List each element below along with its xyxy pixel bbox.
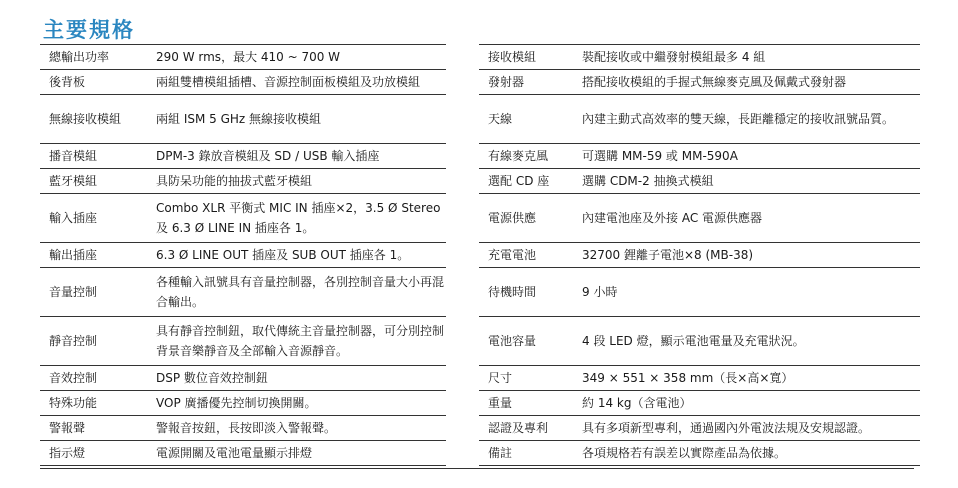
table-row bbox=[479, 268, 920, 317]
table-row bbox=[479, 441, 920, 466]
table-row bbox=[479, 169, 920, 194]
spec-label: 選配 CD 座 bbox=[479, 169, 582, 194]
spec-label: 認證及專利 bbox=[479, 416, 582, 441]
spec-label: 特殊功能 bbox=[40, 391, 156, 416]
table-row bbox=[479, 317, 920, 366]
spec-value: 4 段 LED 燈，顯示電池電量及充電狀況。 bbox=[582, 317, 920, 366]
spec-label: 重量 bbox=[479, 391, 582, 416]
spec-label: 播音模組 bbox=[40, 144, 156, 169]
spec-value: 各項規格若有誤差以實際產品為依據。 bbox=[582, 441, 920, 466]
spec-value: 32700 鋰離子電池×8 (MB-38) bbox=[582, 243, 920, 268]
spec-value: 電源開關及電池電量顯示排燈 bbox=[156, 441, 446, 466]
spec-value: 349 × 551 × 358 mm（長×高×寬） bbox=[582, 366, 920, 391]
spec-value: 裝配接收或中繼發射模組最多 4 組 bbox=[582, 45, 920, 70]
table-row bbox=[479, 243, 920, 268]
table-row bbox=[40, 169, 446, 194]
table-row bbox=[479, 45, 920, 70]
table-row bbox=[479, 70, 920, 95]
table-row bbox=[479, 95, 920, 144]
table-row bbox=[479, 366, 920, 391]
table-row bbox=[40, 45, 446, 70]
spec-table-right bbox=[479, 44, 920, 466]
bottom-divider bbox=[40, 468, 914, 469]
spec-value: 具有靜音控制鈕，取代傳統主音量控制器，可分別控制背景音樂靜音及全部輸入音源靜音。 bbox=[156, 317, 446, 366]
spec-label: 待機時間 bbox=[479, 268, 582, 317]
table-row bbox=[40, 441, 446, 466]
spec-value: DSP 數位音效控制鈕 bbox=[156, 366, 446, 391]
spec-value: 具防呆功能的抽拔式藍牙模組 bbox=[156, 169, 446, 194]
spec-label: 總輸出功率 bbox=[40, 45, 156, 70]
table-row bbox=[40, 95, 446, 144]
spec-label: 電源供應 bbox=[479, 194, 582, 243]
spec-value: 選購 CDM-2 抽換式模組 bbox=[582, 169, 920, 194]
spec-value: Combo XLR 平衡式 MIC IN 插座×2，3.5 Ø Stereo 及 6.3 Ø LINE IN 插座各 1。 bbox=[156, 194, 446, 243]
spec-label: 音效控制 bbox=[40, 366, 156, 391]
table-row bbox=[479, 144, 920, 169]
spec-value: 9 小時 bbox=[582, 268, 920, 317]
spec-value: 可選購 MM-59 或 MM-590A bbox=[582, 144, 920, 169]
spec-value: 290 W rms，最大 410 ~ 700 W bbox=[156, 45, 446, 70]
spec-label: 輸入插座 bbox=[40, 194, 156, 243]
spec-value: 搭配接收模組的手握式無線麥克風及佩戴式發射器 bbox=[582, 70, 920, 95]
spec-value: 6.3 Ø LINE OUT 插座及 SUB OUT 插座各 1。 bbox=[156, 243, 446, 268]
spec-label: 藍牙模組 bbox=[40, 169, 156, 194]
spec-label: 音量控制 bbox=[40, 268, 156, 317]
table-row bbox=[40, 391, 446, 416]
spec-table-left bbox=[40, 44, 446, 466]
table-row bbox=[40, 268, 446, 317]
spec-value: 內建電池座及外接 AC 電源供應器 bbox=[582, 194, 920, 243]
table-row bbox=[40, 194, 446, 243]
spec-label: 指示燈 bbox=[40, 441, 156, 466]
spec-label: 發射器 bbox=[479, 70, 582, 95]
table-row bbox=[40, 144, 446, 169]
table-row bbox=[40, 317, 446, 366]
spec-label: 備註 bbox=[479, 441, 582, 466]
table-row bbox=[40, 243, 446, 268]
spec-value: 具有多項新型專利，通過國內外電波法規及安規認證。 bbox=[582, 416, 920, 441]
spec-value: 兩組雙槽模組插槽、音源控制面板模組及功放模組 bbox=[156, 70, 446, 95]
spec-label: 靜音控制 bbox=[40, 317, 156, 366]
spec-label: 尺寸 bbox=[479, 366, 582, 391]
spec-value: 警報音按鈕，長按即淡入警報聲。 bbox=[156, 416, 446, 441]
spec-label: 有線麥克風 bbox=[479, 144, 582, 169]
spec-label: 電池容量 bbox=[479, 317, 582, 366]
spec-label: 輸出插座 bbox=[40, 243, 156, 268]
spec-value: 內建主動式高效率的雙天線，長距離穩定的接收訊號品質。 bbox=[582, 95, 920, 144]
spec-label: 警報聲 bbox=[40, 416, 156, 441]
spec-value: DPM-3 錄放音模組及 SD / USB 輸入插座 bbox=[156, 144, 446, 169]
spec-label: 接收模組 bbox=[479, 45, 582, 70]
page-title: 主要規格 bbox=[43, 18, 135, 42]
table-row bbox=[40, 416, 446, 441]
table-row bbox=[40, 70, 446, 95]
spec-value: VOP 廣播優先控制切換開關。 bbox=[156, 391, 446, 416]
table-row bbox=[479, 194, 920, 243]
table-row bbox=[479, 416, 920, 441]
table-row bbox=[479, 391, 920, 416]
spec-label: 後背板 bbox=[40, 70, 156, 95]
spec-label: 充電電池 bbox=[479, 243, 582, 268]
table-row bbox=[40, 366, 446, 391]
spec-value: 各種輸入訊號具有音量控制器，各別控制音量大小再混合輸出。 bbox=[156, 268, 446, 317]
spec-label: 天線 bbox=[479, 95, 582, 144]
spec-value: 兩組 ISM 5 GHz 無線接收模組 bbox=[156, 95, 446, 144]
spec-label: 無線接收模組 bbox=[40, 95, 156, 144]
spec-value: 約 14 kg（含電池） bbox=[582, 391, 920, 416]
